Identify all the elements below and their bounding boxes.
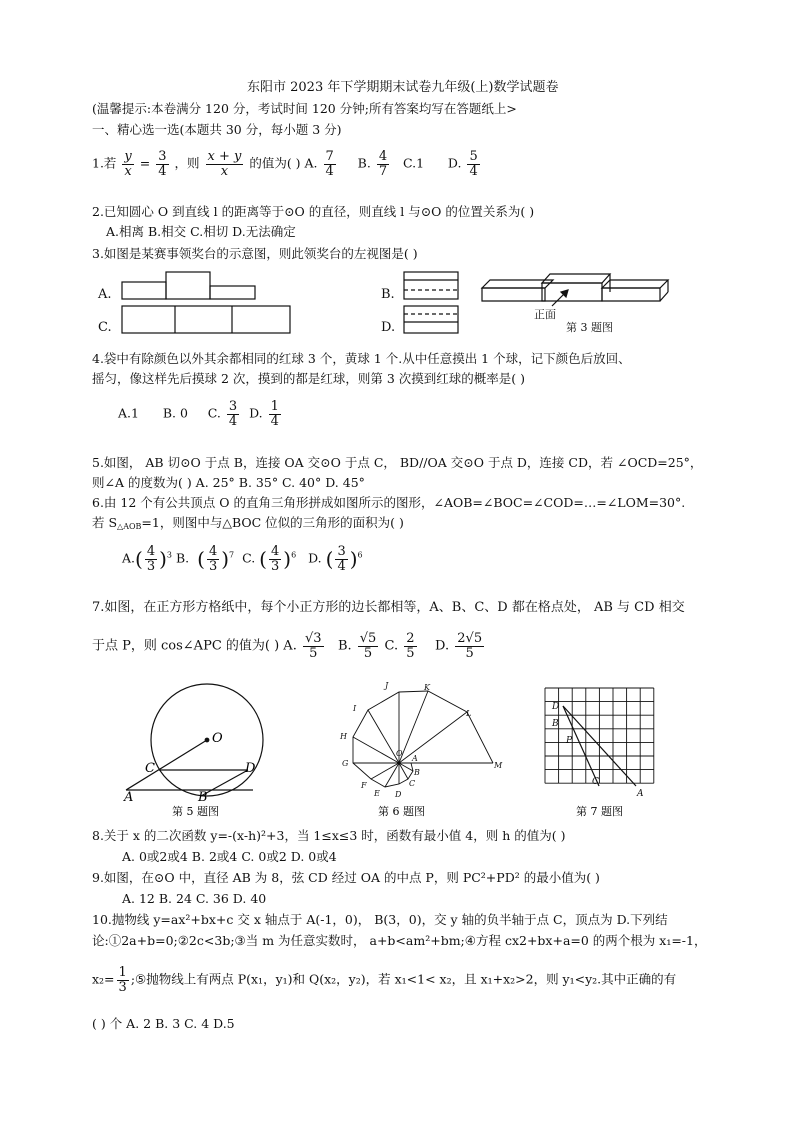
q10-line3-text: ;⑤抛物线上有两点 P(x₁，y₁)和 Q(x₂，y₂)，若 x₁<1< x₂，且 x₁+x₂>2，则 y₁<y₂.其中正确的有 [130, 971, 677, 987]
frac-den: 4 [228, 413, 238, 429]
frac-num: 4 [378, 149, 388, 164]
question-4-line1: 4.袋中有除颜色以外其余都相同的红球 3 个，黄球 1 个.从中任意摸出 1 个球，记下颜色后放回、 [92, 351, 631, 366]
fig6-label-b: B [414, 768, 420, 777]
q6-option-b [207, 545, 219, 573]
q6-subscript: △AOB [117, 522, 142, 531]
fig6-label-f: F [361, 781, 367, 790]
question-7-line1: 7.如图，在正方形方格纸中，每个小正方形的边长都相等，A、B、C、D 都在格点处， AB 与 CD 相交 [92, 600, 685, 615]
fig7-grid-figure [545, 688, 654, 786]
q6-option-c [269, 545, 281, 573]
question-5-line2: 则∠A 的度数为( ) A. 25° B. 35° C. 40° D. 45° [92, 475, 365, 490]
frac-num: y [124, 149, 132, 164]
q7-option-b [358, 632, 379, 660]
fig5-label-d: D [245, 761, 256, 776]
fig5-label-c: C [145, 761, 155, 776]
fig6-label-m: M [494, 761, 503, 770]
frac-num: 4 [146, 544, 156, 559]
frac-den: 4 [270, 413, 279, 429]
q6-d-label: D. [308, 550, 322, 566]
q3-label-c: C. [98, 320, 112, 335]
q7-option-d [455, 632, 484, 660]
q1-option-d [467, 150, 479, 178]
question-6-line2 [92, 515, 404, 532]
question-7-line2 [92, 632, 486, 660]
fig7-label-c: C [592, 777, 599, 787]
frac-den: 3 [146, 558, 156, 574]
q3-label-b: B. [381, 287, 395, 302]
q10-x2: x₂= [92, 971, 115, 987]
frac-num: 2√5 [457, 631, 483, 646]
q1-option-a [324, 150, 336, 178]
q1-frac-y-over-x [122, 150, 133, 178]
q3-option-c-figure [122, 306, 290, 333]
question-10-line1: 10.抛物线 y=ax²+bx+c 交 x 轴点于 A(-1，0)， B(3，0)，交 y 轴的负半轴于点 C，顶点为 D.下列结 [92, 912, 668, 927]
frac-den: 4 [337, 558, 346, 574]
q6-a-exp: 3 [166, 550, 173, 560]
fig5-circle-figure [126, 684, 263, 796]
question-9-stem: 9.如图，在⊙O 中，直径 AB 为 8，弦 CD 经过 OA 的中点 P，则 PC²+PD² 的最小值为( ) [92, 870, 600, 885]
q7-b-label: B. [337, 638, 352, 654]
question-10-line3 [92, 966, 676, 994]
q3-front-label: 正面 [534, 308, 556, 321]
q1-frac-xy-over-x [206, 150, 244, 178]
question-5-line1: 5.如图， AB 切⊙O 于点 B，连接 OA 交⊙O 于点 C， BD//OA 交⊙O 于点 D，连接 CD，若 ∠OCD=25°， [92, 455, 703, 470]
q10-frac-1-3 [117, 966, 129, 994]
question-2-options: A.相离 B.相交 C.相切 D.无法确定 [106, 224, 296, 239]
q1-option-b [377, 150, 389, 178]
q6-a-label: A. [122, 550, 136, 566]
frac-den: 4 [325, 163, 334, 179]
frac-den: 4 [469, 163, 478, 179]
frac-num: 1 [270, 399, 279, 414]
frac-num: 4 [208, 544, 218, 559]
q3-label-d: D. [381, 320, 396, 335]
frac-den: 5 [309, 645, 318, 661]
frac-num: 5 [469, 149, 478, 164]
q1-frac-3-4 [156, 150, 168, 178]
q3-label-a: A. [98, 287, 112, 302]
q3-option-d-figure [404, 306, 458, 333]
q7-c-label: C. [384, 638, 399, 654]
q7-text: 于点 P，则 cos∠APC 的值为( ) A. [92, 638, 297, 654]
frac-num: 2 [406, 631, 415, 646]
frac-den: x [220, 163, 229, 179]
fig6-label-a: A [412, 754, 418, 763]
fig6-label-k: K [424, 683, 430, 692]
q4-option-b: B. 0 [162, 405, 188, 421]
fig7-label-d: D [552, 702, 560, 712]
q4-option-a: A.1 [118, 405, 139, 421]
frac-den: 7 [378, 163, 388, 179]
q3-option-b-figure [404, 272, 458, 299]
fig7-label-a: A [637, 789, 644, 799]
fig6-label-l: L [466, 709, 472, 718]
fig7-caption: 第 7 题图 [576, 805, 623, 818]
q3-podium-figure [482, 274, 668, 306]
question-4-line2: 摇匀，像这样先后摸球 2 次，摸到的都是红球，则第 3 次摸到红球的概率是( ) [92, 371, 526, 386]
frac-den: 3 [118, 979, 127, 995]
frac-den: x [124, 163, 132, 179]
q1-d-label: D. [447, 155, 462, 171]
fig6-label-j: J [385, 681, 389, 690]
frac-den: 3 [208, 558, 218, 574]
q1-eq: = [139, 155, 151, 171]
fig6-label-c: C [409, 779, 416, 788]
question-10-line2: 论:①2a+b=0;②2c<3b;③当 m 为任意实数时， a+b<am²+bm;④方程 cx2+bx+a=0 的两个根为 x₁=-1， [92, 933, 707, 948]
q6-d-exp: 6 [357, 550, 363, 560]
q1-tail: 的值为( ) A. [249, 155, 318, 171]
fig6-label-o: O [396, 749, 403, 758]
q6-c-exp: 6 [291, 550, 297, 560]
frac-num: 4 [270, 544, 280, 559]
question-3-stem: 3.如图是某赛事领奖台的示意图，则此领奖台的左视图是( ) [92, 246, 418, 261]
section-heading: 一、精心选一选(本题共 30 分，每小题 3 分) [92, 122, 342, 137]
question-6-options: A.( $\frac{4}{3}$ )$^3$ B. ( $\frac{4}{3}$ )$^7$ C. ( $\frac{4}{3}$ )$^6$ D. ( $\frac{3}{4}$ )$^6$ [122, 544, 363, 574]
fig6-caption: 第 6 题图 [378, 805, 425, 818]
question-4-options [118, 400, 283, 428]
fig6-label-d: D [395, 790, 402, 799]
fig5-label-a: A [124, 790, 134, 805]
frac-num: 3 [158, 149, 167, 164]
q6-b-label: B. [176, 550, 190, 566]
fig6-outer-polyline [353, 691, 493, 787]
q1-option-c: C.1 [403, 155, 425, 171]
frac-num: √5 [359, 631, 377, 646]
frac-num: √3 [304, 631, 322, 646]
frac-num: x + y [207, 149, 242, 164]
fig6-label-g: G [342, 759, 349, 768]
question-2-stem: 2.已知圆心 O 到直线 l 的距离等于⊙O 的直径，则直线 l 与⊙O 的位置关系为( ) [92, 204, 535, 219]
q4-option-d-label: D. [249, 405, 263, 421]
exam-note: (温馨提示:本卷满分 120 分，考试时间 120 分钟;所有答案均写在答题纸上> [92, 101, 517, 116]
question-10-line4: ( ) 个 A. 2 B. 3 C. 4 D.5 [92, 1016, 235, 1031]
frac-num: 3 [337, 544, 346, 559]
frac-den: 4 [158, 163, 167, 179]
frac-den: 5 [406, 645, 415, 661]
q6-b-exp: 7 [229, 550, 235, 560]
exam-title: 东阳市 2023 年下学期期末试卷九年级(上)数学试题卷 [247, 80, 559, 95]
fig7-segment-ab [563, 706, 636, 786]
question-9-options: A. 12 B. 24 C. 36 D. 40 [122, 891, 267, 906]
q6-option-a [145, 545, 157, 573]
fig5-caption: 第 5 题图 [172, 805, 219, 818]
q6-option-d [335, 545, 347, 573]
frac-num: 3 [228, 399, 238, 414]
q4-option-d [269, 400, 281, 428]
fig5-label-b: B [198, 790, 208, 805]
fig6-label-i: I [353, 704, 357, 713]
q1-b-label: B. [357, 155, 371, 171]
frac-den: 5 [363, 645, 373, 661]
question-6-line1: 6.由 12 个有公共顶点 O 的直角三角形拼成如图所示的图形，∠AOB=∠BOC=∠COD=…=∠LOM=30°. [92, 495, 686, 510]
q6-c-label: C. [242, 550, 256, 566]
q1-prefix: 1.若 [92, 155, 117, 171]
q4-option-c [227, 400, 239, 428]
fig6-rays [353, 691, 493, 787]
fig7-segment-cd [563, 706, 599, 786]
fig7-label-b: B [552, 719, 559, 729]
q4-option-c-label: C. [207, 405, 221, 421]
q3-option-a-figure [122, 272, 255, 299]
question-8-options: A. 0或2或4 B. 2或4 C. 0或2 D. 0或4 [122, 849, 337, 864]
question-8-stem: 8.关于 x 的二次函数 y=-(x-h)²+3，当 1≤x≤3 时，函数有最小值 4，则 h 的值为( ) [92, 828, 566, 843]
q7-option-a [303, 632, 324, 660]
frac-num: 7 [325, 149, 334, 164]
fig7-grid [545, 688, 654, 783]
fig7-label-p: P [566, 736, 573, 746]
fig5-label-o: O [212, 731, 223, 746]
frac-den: 3 [270, 558, 280, 574]
q6-text-b: =1，则图中与△BOC 位似的三角形的面积为( ) [141, 515, 404, 530]
fig6-label-h: H [340, 732, 347, 741]
q1-mid: ，则 [174, 155, 200, 171]
frac-num: 1 [118, 965, 127, 980]
q7-d-label: D. [435, 638, 450, 654]
fig6-spiral-figure [353, 691, 493, 787]
fig6-label-e: E [374, 789, 380, 798]
frac-den: 5 [465, 645, 474, 661]
question-1 [92, 150, 482, 178]
q3-fig-caption: 第 3 题图 [566, 321, 613, 334]
q7-option-c [404, 632, 416, 660]
q6-text-a: 若 S [92, 515, 118, 530]
